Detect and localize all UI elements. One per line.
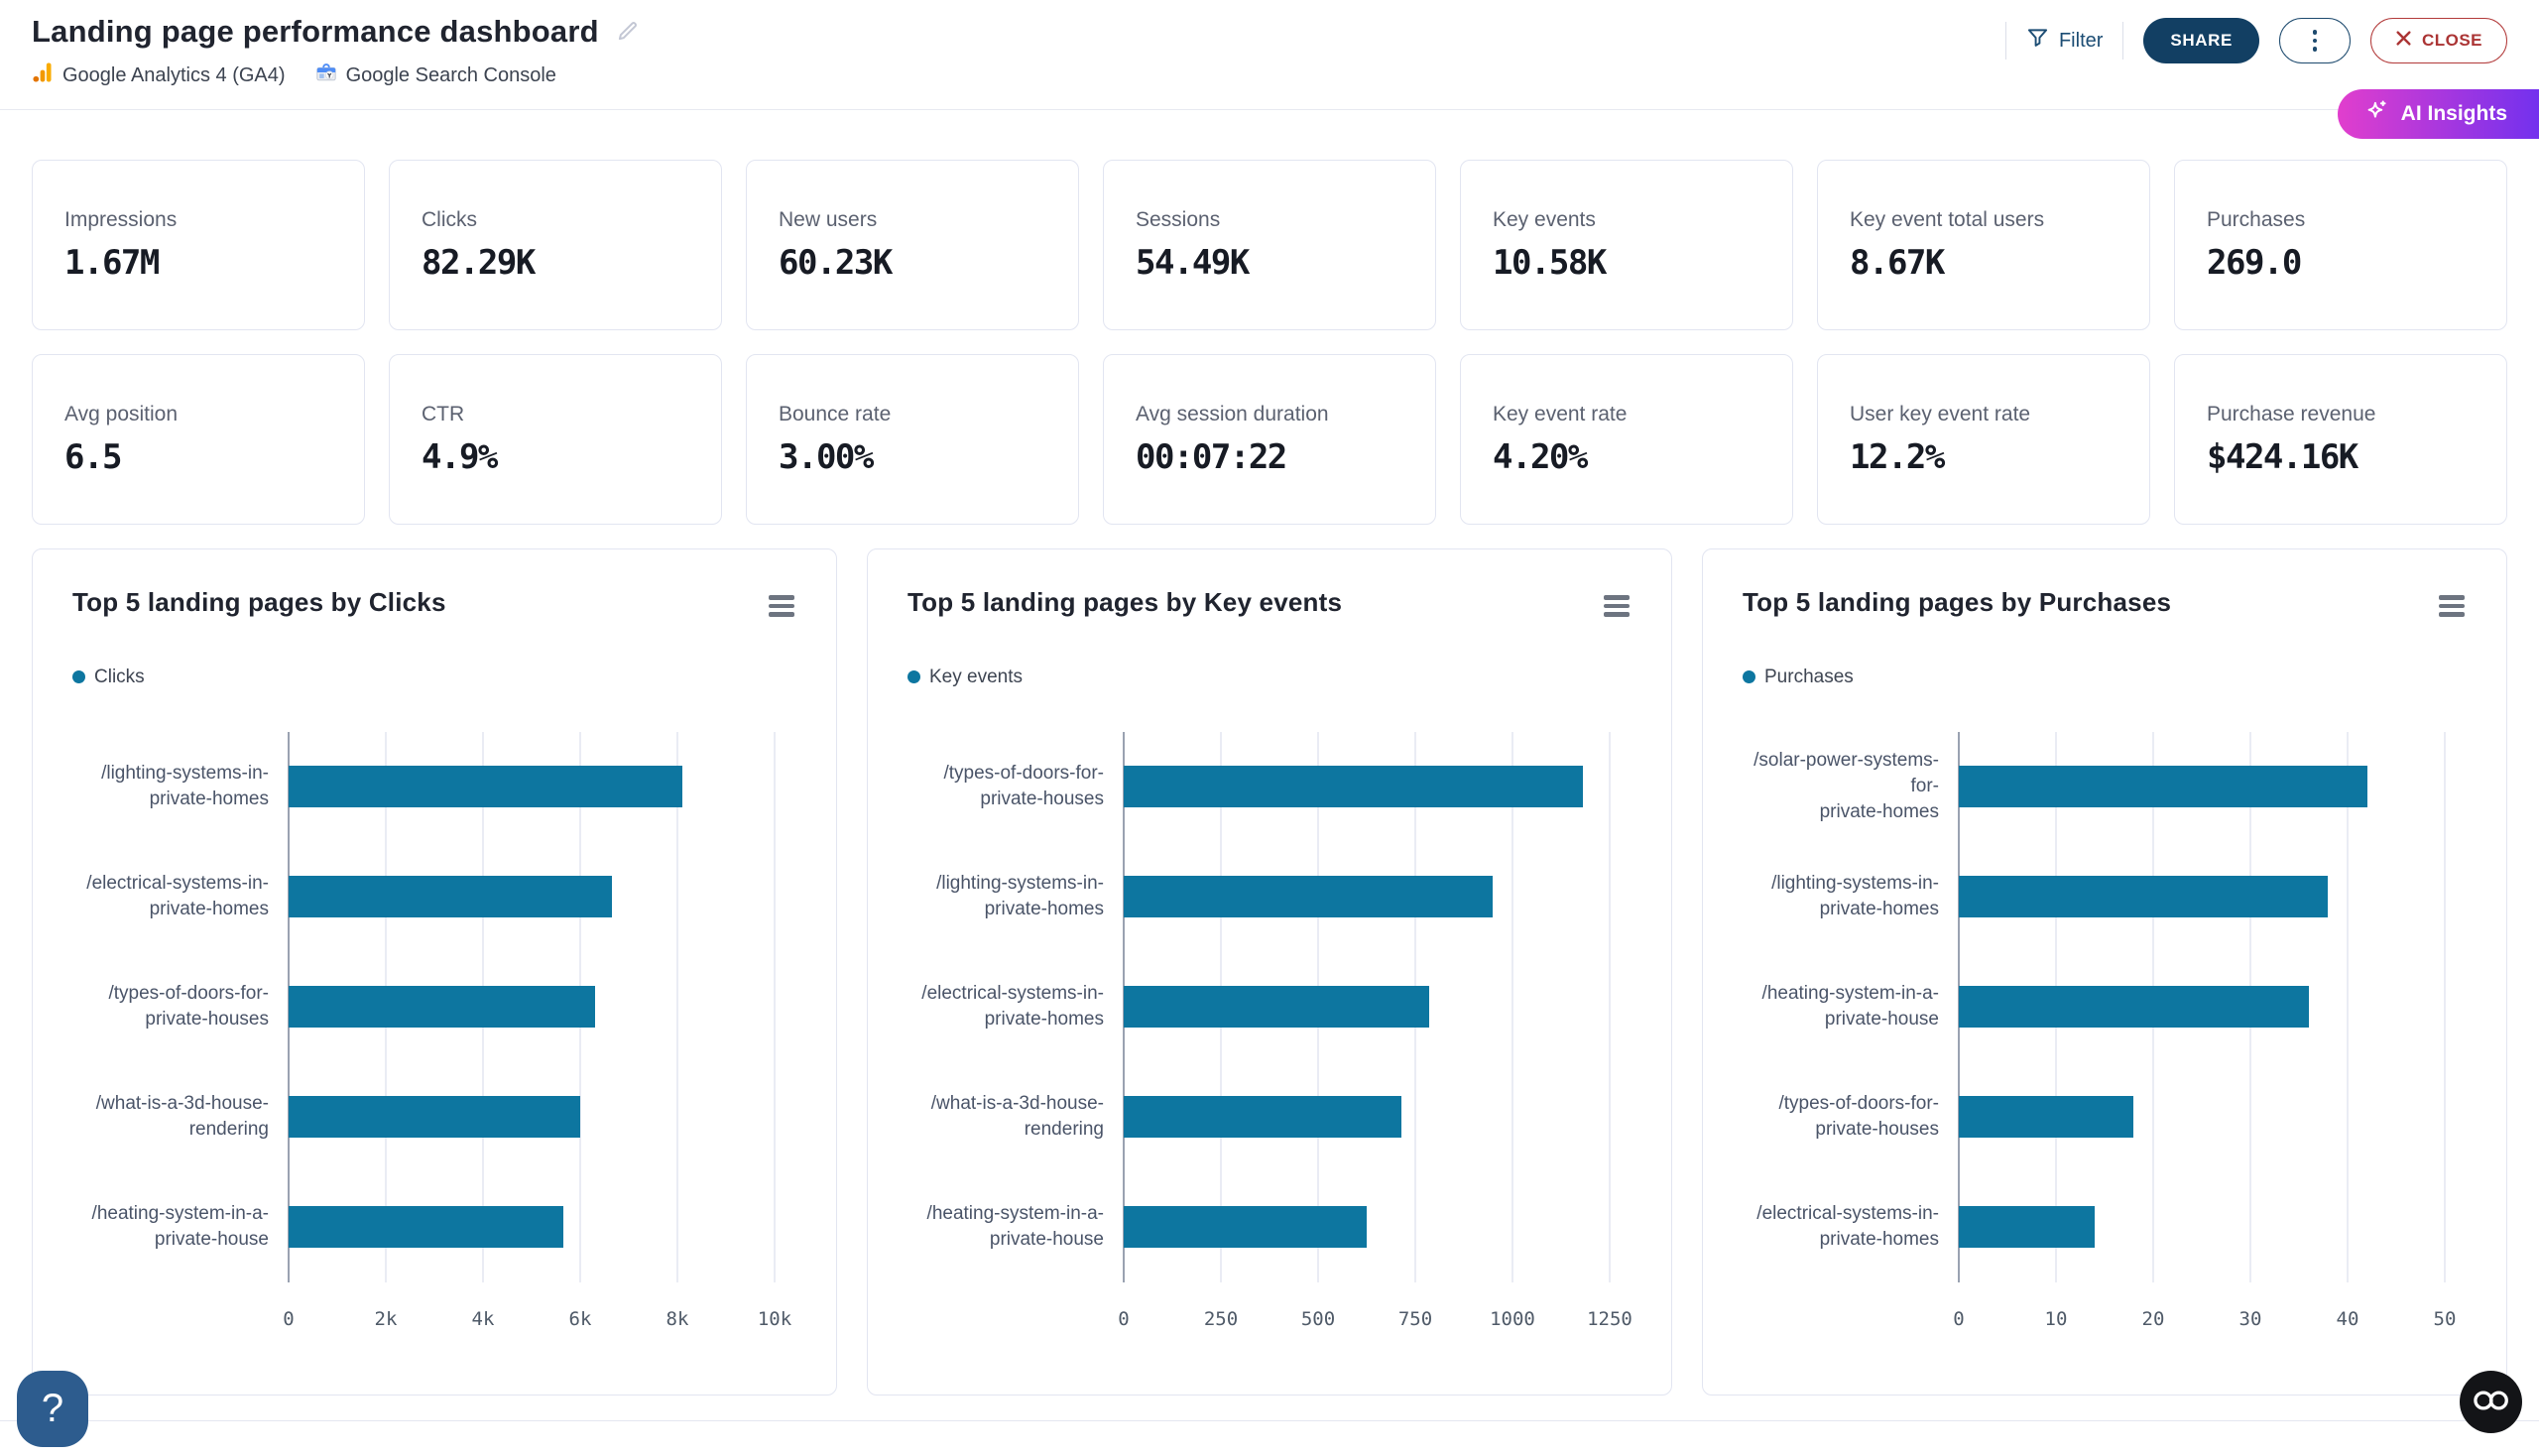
x-tick-label: 500	[1300, 1307, 1336, 1330]
chart-title: Top 5 landing pages by Key events	[907, 587, 1343, 617]
category-label: /electrical-systems-in- private-homes	[1756, 1202, 1939, 1250]
chart-plot	[72, 732, 796, 1282]
app-header	[0, 0, 2539, 110]
chart-legend[interactable]	[907, 667, 1023, 688]
data-sources	[32, 61, 641, 109]
category-label: /electrical-systems-in- private-homes	[86, 872, 269, 919]
bar-track	[1124, 1096, 1610, 1138]
bar-track	[1124, 1206, 1610, 1248]
kpi-value: 269.0	[2207, 242, 2301, 283]
x-tick-label: 30	[2238, 1307, 2262, 1330]
legend-label: Purchases	[1764, 666, 1854, 687]
bar[interactable]	[1124, 1206, 1367, 1248]
bar-track	[289, 1096, 775, 1138]
filter-button[interactable]	[2026, 27, 2103, 56]
category-label: /types-of-doors-for- private-houses	[943, 762, 1104, 809]
kpi-label: Avg session duration	[1136, 402, 1329, 425]
x-tick-label: 250	[1203, 1307, 1239, 1330]
kpi-value: 6.5	[64, 436, 121, 477]
bar-track	[289, 1206, 775, 1248]
x-tick-label: 10	[2044, 1307, 2068, 1330]
chart-card	[1702, 548, 2507, 1395]
x-tick-label: 0	[1118, 1307, 1130, 1330]
page-title: Landing page performance dashboard	[32, 14, 599, 49]
kpi-label: Key event rate	[1493, 402, 1628, 425]
category-label: /lighting-systems-in- private-homes	[936, 872, 1104, 919]
category-label: /lighting-systems-in- private-homes	[101, 762, 269, 809]
chart-bar-row	[907, 842, 1632, 952]
legend-dot-icon	[1743, 670, 1755, 683]
chart-title: Top 5 landing pages by Clicks	[72, 587, 446, 617]
kpi-card	[746, 160, 1079, 330]
divider	[2122, 22, 2123, 60]
bar-track	[1959, 1206, 2445, 1248]
hamburger-icon	[769, 595, 794, 600]
source-google-analytics[interactable]	[32, 61, 286, 89]
hamburger-icon	[2439, 595, 2465, 600]
kpi-label: User key event rate	[1850, 402, 2031, 425]
kpi-value: 4.20%	[1493, 436, 1587, 477]
chart-menu-button[interactable]	[2437, 587, 2467, 625]
bar[interactable]	[1959, 1096, 2133, 1138]
bar[interactable]	[1959, 876, 2328, 917]
kpi-card	[389, 160, 722, 330]
close-label: CLOSE	[2421, 31, 2482, 50]
chart-bar-row	[1743, 842, 2467, 952]
kpi-label: Purchase revenue	[2207, 402, 2376, 425]
category-label: /electrical-systems-in- private-homes	[921, 982, 1104, 1030]
kpi-card	[1460, 354, 1793, 525]
bar[interactable]	[1124, 876, 1493, 917]
sparkle-icon	[2363, 98, 2389, 130]
ellipsis-icon	[2313, 30, 2318, 35]
chart-bar-row	[72, 842, 796, 952]
chart-bar-row	[72, 1062, 796, 1172]
chart-title: Top 5 landing pages by Purchases	[1743, 587, 2172, 617]
pencil-icon	[615, 18, 641, 47]
category-label: /lighting-systems-in- private-homes	[1771, 872, 1939, 919]
help-button[interactable]: ?	[17, 1371, 88, 1447]
ai-insights-label: AI Insights	[2400, 102, 2507, 125]
chart-rows	[907, 732, 1632, 1282]
chart-rows	[1743, 732, 2467, 1282]
hamburger-icon	[1604, 595, 1630, 600]
bar-track	[1959, 1096, 2445, 1138]
x-tick-label: 0	[1953, 1307, 1965, 1330]
bar-track	[1124, 986, 1610, 1028]
bar-track	[1959, 766, 2445, 807]
chart-menu-button[interactable]	[1602, 587, 1632, 625]
bar-track	[289, 766, 775, 807]
legend-label: Clicks	[94, 666, 145, 687]
x-tick-label: 4k	[471, 1307, 495, 1330]
chart-bar-row	[907, 732, 1632, 842]
x-tick-label: 6k	[568, 1307, 592, 1330]
chart-card	[867, 548, 1672, 1395]
more-options-button[interactable]	[2279, 18, 2351, 63]
chart-bar-row	[72, 952, 796, 1062]
bar-track	[1959, 876, 2445, 917]
kpi-card	[746, 354, 1079, 525]
legend-dot-icon	[72, 670, 85, 683]
kpi-value: $424.16K	[2207, 436, 2358, 477]
kpi-card	[1460, 160, 1793, 330]
category-label: /solar-power-systems-for- private-homes	[1753, 749, 1939, 823]
chart-bar-row	[72, 1172, 796, 1282]
category-label: /heating-system-in-a- private-house	[1761, 982, 1939, 1030]
brand-logo-button[interactable]	[2460, 1371, 2522, 1433]
chart-rows	[72, 732, 796, 1282]
x-tick-label: 40	[2336, 1307, 2359, 1330]
chart-bar-row	[907, 1062, 1632, 1172]
kpi-card	[1103, 354, 1436, 525]
close-button[interactable]	[2370, 18, 2507, 63]
x-tick-label: 1250	[1587, 1307, 1632, 1330]
x-tick-label: 0	[283, 1307, 295, 1330]
kpi-card	[2174, 160, 2507, 330]
kpi-label: Bounce rate	[779, 402, 892, 425]
chart-menu-button[interactable]	[767, 587, 796, 625]
kpi-value: 54.49K	[1136, 242, 1249, 283]
chart-bar-row	[72, 732, 796, 842]
category-label: /types-of-doors-for- private-houses	[108, 982, 269, 1030]
bar-track	[1124, 766, 1610, 807]
bar[interactable]	[1124, 986, 1429, 1028]
kpi-value: 4.9%	[422, 436, 497, 477]
share-button[interactable]: SHARE	[2143, 18, 2259, 63]
x-tick-label: 8k	[665, 1307, 689, 1330]
kpi-card	[1817, 160, 2150, 330]
category-label: /heating-system-in-a- private-house	[91, 1202, 269, 1250]
kpi-value: 82.29K	[422, 242, 535, 283]
filter-funnel-icon	[2026, 27, 2049, 56]
chart-bar-row	[1743, 732, 2467, 842]
kpi-label: Clicks	[422, 207, 477, 231]
chart-x-axis	[1118, 1307, 1632, 1342]
kpi-value: 00:07:22	[1136, 436, 1286, 477]
kpi-value: 3.00%	[779, 436, 873, 477]
brand-co-icon	[2473, 1390, 2509, 1414]
chart-plot	[907, 732, 1632, 1282]
chart-x-axis	[1953, 1307, 2457, 1342]
kpi-card	[2174, 354, 2507, 525]
divider	[2005, 22, 2006, 60]
kpi-value: 60.23K	[779, 242, 892, 283]
bar[interactable]	[289, 876, 612, 917]
category-label: /heating-system-in-a- private-house	[926, 1202, 1104, 1250]
source-label: Google Analytics 4 (GA4)	[62, 63, 286, 86]
chart-bar-row	[1743, 952, 2467, 1062]
x-tick-label: 2k	[374, 1307, 398, 1330]
bar[interactable]	[1959, 986, 2309, 1028]
google-analytics-icon	[32, 61, 54, 89]
bar-track	[1959, 986, 2445, 1028]
kpi-label: Impressions	[64, 207, 178, 231]
source-search-console[interactable]	[315, 61, 556, 89]
bar-track	[1124, 876, 1610, 917]
kpi-row-2	[32, 354, 2507, 525]
kpi-label: Purchases	[2207, 207, 2306, 231]
charts-grid	[32, 548, 2507, 1395]
bar[interactable]	[289, 986, 595, 1028]
x-tick-label: 10k	[757, 1307, 792, 1330]
x-tick-label: 750	[1397, 1307, 1433, 1330]
kpi-label: Key event total users	[1850, 207, 2045, 231]
ai-insights-button[interactable]	[2338, 89, 2539, 139]
kpi-label: New users	[779, 207, 878, 231]
bar[interactable]	[1124, 766, 1583, 807]
legend-dot-icon	[907, 670, 920, 683]
bar[interactable]	[1959, 766, 2367, 807]
chart-bar-row	[907, 952, 1632, 1062]
header-actions	[2005, 18, 2507, 63]
kpi-card	[1103, 160, 1436, 330]
kpi-value: 1.67M	[64, 242, 159, 283]
chart-bar-row	[1743, 1172, 2467, 1282]
x-tick-label: 1000	[1490, 1307, 1535, 1330]
source-label: Google Search Console	[345, 63, 556, 86]
bar[interactable]	[1959, 1206, 2095, 1248]
search-console-icon	[315, 61, 337, 89]
category-label: /what-is-a-3d-house- rendering	[930, 1092, 1104, 1140]
kpi-card	[32, 160, 365, 330]
kpi-label: Avg position	[64, 402, 179, 425]
category-label: /types-of-doors-for- private-houses	[1778, 1092, 1939, 1140]
chart-legend[interactable]	[1743, 667, 1854, 688]
bar-track	[289, 876, 775, 917]
section-divider	[0, 1420, 2539, 1421]
kpi-label: Sessions	[1136, 207, 1221, 231]
filter-label: Filter	[2058, 29, 2104, 52]
kpi-card	[1817, 354, 2150, 525]
legend-label: Key events	[929, 666, 1023, 687]
kpi-card	[389, 354, 722, 525]
bar[interactable]	[1124, 1096, 1401, 1138]
x-tick-label: 50	[2433, 1307, 2457, 1330]
dashboard-main	[0, 160, 2539, 1395]
bar[interactable]	[289, 1096, 580, 1138]
bar[interactable]	[289, 766, 682, 807]
chart-x-axis	[283, 1307, 792, 1342]
close-x-icon	[2395, 30, 2412, 52]
category-label: /what-is-a-3d-house- rendering	[95, 1092, 269, 1140]
kpi-label: CTR	[422, 402, 465, 425]
chart-plot	[1743, 732, 2467, 1282]
bar-track	[289, 986, 775, 1028]
chart-bar-row	[907, 1172, 1632, 1282]
kpi-value: 10.58K	[1493, 242, 1606, 283]
bar[interactable]	[289, 1206, 563, 1248]
kpi-value: 8.67K	[1850, 242, 1944, 283]
kpi-value: 12.2%	[1850, 436, 1944, 477]
kpi-card	[32, 354, 365, 525]
kpi-row-1	[32, 160, 2507, 330]
chart-bar-row	[1743, 1062, 2467, 1172]
kpi-label: Key events	[1493, 207, 1596, 231]
chart-card	[32, 548, 837, 1395]
edit-title-button[interactable]	[615, 18, 641, 47]
x-tick-label: 20	[2141, 1307, 2165, 1330]
chart-legend[interactable]	[72, 667, 145, 688]
